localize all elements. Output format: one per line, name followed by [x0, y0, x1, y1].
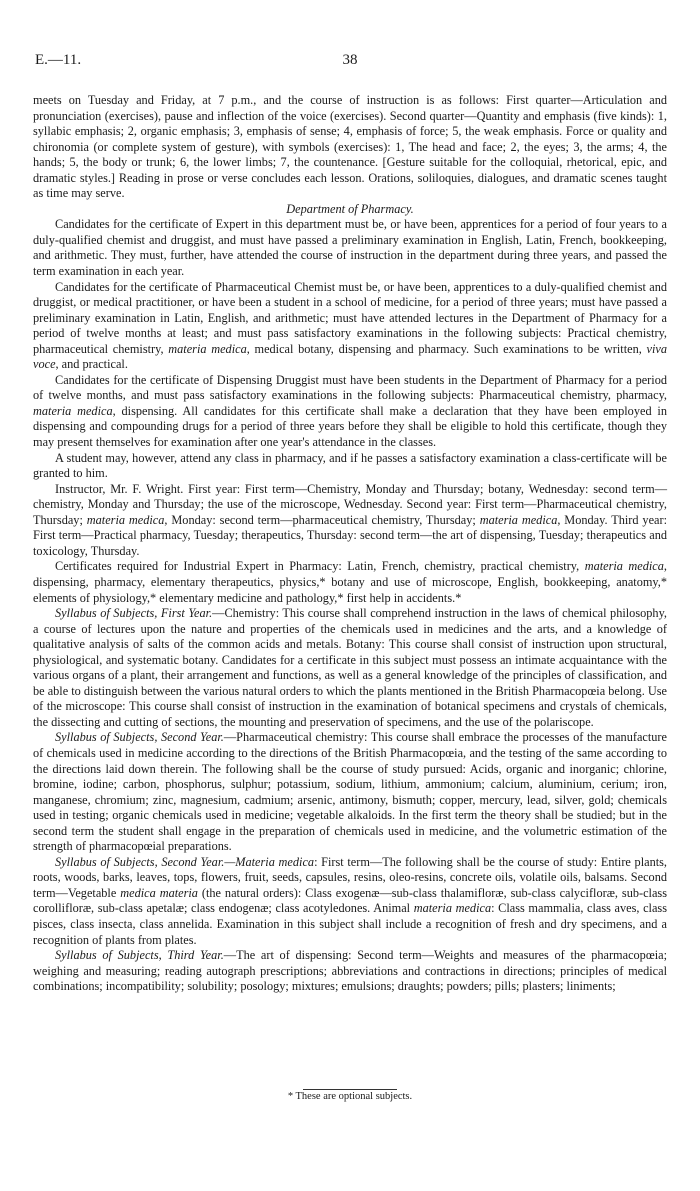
- text-run: —The art of dispensing: Second term—Weights and measures of the pharmacopœia; weighing and measuring; reading autograph prescriptions; abbreviations and contractions in directions; principles of medical combinations; incompatibility; solubility; posology; mixtures; emulsions; draughts; powders; pills; plasters; liniments;: [33, 948, 667, 994]
- text-run: (the natural orders): Class exogenæ—sub-class thalamifloræ, sub-class calycifloræ, sub-class corollifloræ, sub-class apetalæ; class endogenæ; class acotyledones. Animal: [33, 885, 667, 916]
- italic-text: Syllabus of Subjects, Third Year.: [55, 948, 224, 963]
- paragraph: [33, 451, 667, 482]
- text-run: A student may, however, attend any class in pharmacy, and if he passes a satisfactory examination a class-certificate will be granted to him.: [33, 450, 667, 481]
- italic-text: medica materia: [120, 885, 198, 900]
- paragraph: [33, 373, 667, 451]
- text-run: Candidates for the certificate of Expert in this department must be, or have been, apprentices for a period of four years to a duly-qualified chemist and druggist, and must have passed a preliminary examination in English, Latin, French, bookkeeping, and arithmetic. They must, further, have attended the course of instruction in the department during three years, and passed the term examination in each year.: [33, 217, 667, 279]
- paragraph: [33, 93, 667, 202]
- italic-text: Syllabus of Subjects, First Year.: [55, 606, 213, 621]
- paragraph: [33, 730, 667, 854]
- text-run: meets on Tuesday and Friday, at 7 p.m., and the course of instruction is as follows: First quarter—Articulation and pronunciation (exercises), pause and inflection of the voice (exercises). Second quarter—Quantity and emphasis (five kinds): 1, syllabic emphasis; 2, organic emphasis; 3, emphasis of sense; 4, emphasis of force; 5, the weak emphasis. Force or quality and chironomia (or complete system of gesture), with symbols (exercises): 1, The head and face; 2, the eyes; 3, the arms; 4, the hands; 5, the body or trunk; 6, the lower limbs; 7, the countenance. [Gesture suitable for the colloquial, rhetorical, epic, and dramatic styles.] Reading in prose or verse concludes each lesson. Orations, soliloquies, dialogues, and dramatic scenes taught as time may serve.: [33, 93, 667, 201]
- text-run: —Chemistry: This course shall comprehend instruction in the laws of chemical philosophy, a course of lectures upon the nature and properties of the chemicals used in medicines and the arts, and a knowledge of qualitative analysis of salts of the common acids and metals. Botany: This course shall consist of instruction upon structural, physiological, and systematic botany. Candidates for a certificate in this subject must possess an intimate acquaintance with the various organs of a plant, their arrangement and functions, as well as a general knowledge of the principles of classification, and be able to distinguish between the various natural orders to which the plants mentioned in the British Pharmacopœia belong. Use of the microscope: This course shall consist of instruction in the examination of botanical specimens and crystals of chemicals, the dissecting and cutting of sections, the mounting and preservation of specimens, and the use of the polariscope.: [33, 606, 667, 729]
- italic-text: viva voce: [33, 341, 667, 372]
- italic-text: materia medica: [584, 559, 664, 574]
- text-run: , medical botany, dispensing and pharmacy. Such examinations to be written,: [246, 341, 647, 356]
- text-run: , Monday. Third year: First term—Practical pharmacy, Tuesday; therapeutics, Thursday: second term—the art of dispensing, Tuesday; therapeutics and toxicology, Thursday.: [33, 512, 668, 558]
- text-run: Candidates for the certificate of Pharmaceutical Chemist must be, or have been, apprentices to a duly-qualified chemist and druggist, or medical practitioner, or have been a student in a school of medicine, for a period of three years; must have passed a preliminary examination in Latin, English, and arithmetic; must have attended lectures in the Department of Pharmacy for a period of twelve months at least; and must pass satisfactory examinations in the following subjects: Practical chemistry, pharmaceutical chemistry,: [33, 279, 667, 356]
- italic-text: materia medica: [413, 901, 492, 916]
- paragraph: [33, 482, 667, 560]
- paragraph: [33, 855, 667, 948]
- paragraph: [33, 948, 667, 995]
- footnote: * These are optional subjects.: [287, 1091, 413, 1102]
- section-heading: Department of Pharmacy.: [286, 201, 414, 216]
- paragraph: [33, 217, 667, 279]
- text-run: Candidates for the certificate of Dispensing Druggist must have been students in the Department of Pharmacy for a period of twelve months, and must pass satisfactory examinations in the following subjects: Pharmaceutical chemistry, pharmacy,: [33, 372, 667, 403]
- text-run: : First term—The following shall be the course of study: Entire plants, roots, woods, barks, leaves, tops, flowers, fruit, seeds, capsules, resins, oleo-resins, concrete oils, volatile oils, balsams. Second term—Vegetable: [33, 854, 667, 900]
- footnote-rule: [303, 1089, 397, 1090]
- italic-text: Syllabus of Subjects, Second Year.—Materia medica: [55, 854, 315, 869]
- italic-text: materia medica: [479, 512, 558, 527]
- paragraph: [33, 606, 667, 730]
- page-number: 38: [342, 52, 358, 68]
- page-header: [0, 52, 700, 74]
- paragraph: [33, 559, 667, 606]
- text-run: , dispensing, pharmacy, elementary therapeutics, physics,* botany and use of microscope, English, bookkeeping, anatomy,* elements of physiology,* elementary medicine and pathology,* first help in accidents.*: [33, 559, 667, 605]
- text-run: Certificates required for Industrial Expert in Pharmacy: Latin, French, chemistry, practical chemistry,: [55, 559, 585, 574]
- text-run: Instructor, Mr. F. Wright. First year: First term—Chemistry, Monday and Thursday; botany, Wednesday: second term—chemistry, Monday and Thursday; the use of the microscope, Wednesday. Second year: First term—Pharmaceutical chemistry, Thursday;: [33, 481, 667, 527]
- paragraph: [33, 280, 667, 373]
- document-body: [33, 93, 667, 995]
- italic-text: materia medica: [168, 341, 247, 356]
- text-run: , Monday: second term—pharmaceutical chemistry, Thursday;: [164, 512, 480, 527]
- report-reference: E.—11.: [35, 52, 82, 68]
- text-run: : Class mammalia, class aves, class pisces, class insecta, class annelida. Examination in this subject shall include a recognition of fresh and dry specimens, and a recognition of plants from plates.: [33, 901, 667, 947]
- text-run: , and practical.: [55, 357, 128, 372]
- italic-text: Syllabus of Subjects, Second Year.: [55, 730, 224, 745]
- text-run: —Pharmaceutical chemistry: This course shall embrace the processes of the manufacture of chemicals used in medicine according to the directions of the British Pharmacopœia, and the testing of the same according to the directions laid down therein. The following shall be the course of study pursued: Acids, organic and inorganic; chlorine, bromine, iodine; carbon, phosphorus, sulphur; potassium, sodium, lithium, ammonium; calcium, aluminium, cerium; iron, manganese, chromium; zinc, magnesium, cadmium; arsenic, antimony, bismuth; copper, mercury, lead, silver, gold; chemicals used in testing; organic chemicals used in medicine; vegetable alkaloids. In the first term the theory shall be studied; but in the second term the student shall engage in the preparation of chemicals used in medicine, and the volumetric estimation of the strength of pharmacopœial preparations.: [33, 730, 667, 854]
- italic-text: materia medica: [86, 512, 165, 527]
- italic-text: materia medica: [33, 403, 113, 418]
- text-run: , dispensing. All candidates for this certificate shall make a declaration that they have been employed in dispensing and compounding drugs for a period of three years before they shall be eligible to hold this certificate, though they may present themselves for examination after one year's attendance in the classes.: [33, 403, 667, 450]
